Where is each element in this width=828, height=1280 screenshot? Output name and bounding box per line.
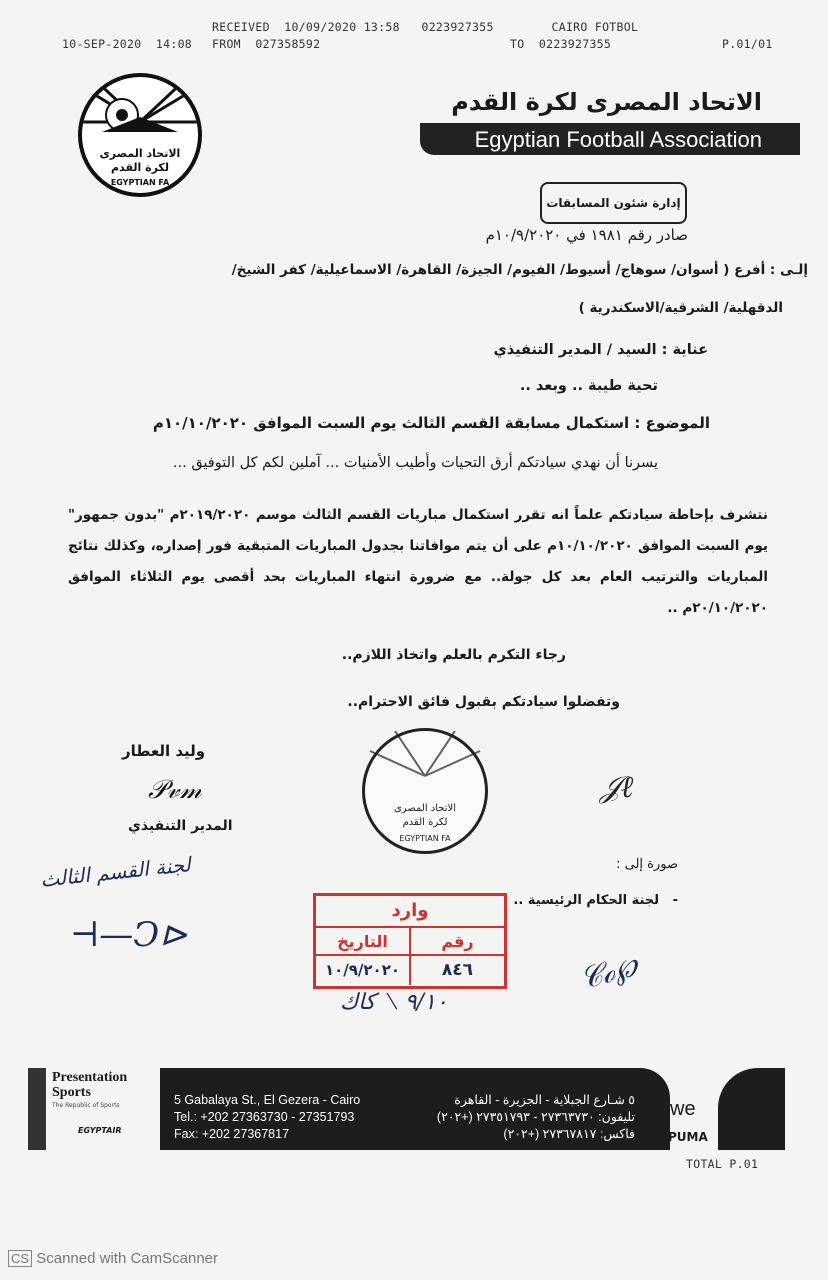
footer-left-strip [28, 1068, 46, 1150]
address-en: 5 Gabalaya St., El Gezera - Cairo [174, 1093, 361, 1107]
department-box: إدارة شئون المسابقات [540, 182, 687, 224]
opening-line: يسرنا أن نهدي سيادتكم أرق التحيات وأطيب الأمنيات ... آملين لكم كل التوفيق ... [172, 455, 658, 471]
recipients-line2: الدقهلية/ الشرقية/الاسكندرية ) [578, 300, 783, 316]
stamp-number: ٨٤٦ [409, 956, 504, 985]
handwritten-signature-right: 𝒞ℴ℘ [576, 948, 642, 997]
request-line: رجاء التكرم بالعلم واتخاذ اللازم.. [341, 647, 566, 663]
sponsor-presentation-sub: The Republic of Sports [52, 1102, 120, 1109]
fax-to: TO 0223927355 [510, 37, 612, 51]
stamp-date-label: التاريخ [337, 932, 388, 951]
efa-logo [78, 73, 202, 197]
copies-label: صورة إلى : [616, 857, 678, 872]
svg-text:الاتحاد المصرى: الاتحاد المصرى [99, 147, 181, 160]
handwritten-note: لجنة القسم الثالث [39, 852, 192, 892]
signatory-title: المدير التنفيذي [128, 818, 233, 834]
sponsor-we: we [670, 1098, 696, 1120]
greeting: تحية طيبة .. وبعد .. [519, 378, 658, 394]
handwritten-initials: ٩/١٠ ⟋ كاك [340, 990, 448, 1015]
fax-date: 10-SEP-2020 14:08 [62, 37, 193, 51]
footer-contact-bar [160, 1068, 670, 1150]
tel-ar: تليفون: ٢٧٣٦٣٧٣٠ - ٢٧٣٥١٧٩٣ (+٢٠٢) [436, 1110, 635, 1124]
footer-right-shape [718, 1068, 785, 1150]
stamp-title: وارد [391, 900, 429, 921]
camscanner-watermark [8, 1250, 218, 1267]
signature: 𝒫𝓋𝓂 [148, 775, 202, 805]
fax-received-line: RECEIVED 10/09/2020 13:58 0223927355 CAIRO FOTBOL [212, 20, 639, 34]
address-ar: ٥ شـارع الجبلاية - الجزيرة - القاهرة [454, 1093, 635, 1107]
svg-text:EGYPTIAN FA: EGYPTIAN FA [399, 834, 451, 843]
attention-line: عناية : السيد / المدير التنفيذي [493, 342, 708, 358]
svg-text:الاتحاد المصرى: الاتحاد المصرى [393, 803, 457, 814]
camscanner-text: Scanned with CamScanner [36, 1250, 218, 1267]
letterhead-title-ar: الاتحاد المصرى لكرة القدم [451, 88, 762, 116]
main-paragraph: نتشرف بإحاطة سيادتكم علماً انه تقرر استكمال مباريات القسم الثالث موسم ٢٠١٩/٢٠٢٠م "بدون جمهور" يوم السبت الموافق ١٠/١٠/٢٠٢٠م على أن يتم موافاتنا بجدول المباريات المتبقية فور إصداره، وكذلك نتائج المباريات والترتيب العام بعد كل جولة.. مع ضرورة انتهاء المباريات بحد أقصى يوم الثلاثاء الموافق ٢٠/١٠/٢٠٢٠م .. [68, 507, 768, 616]
official-seal [362, 728, 488, 854]
tel-en: Tel.: +202 27363730 - 27351793 [174, 1110, 355, 1124]
letterhead-footer [28, 1068, 785, 1150]
svg-text:لكرة القدم: لكرة القدم [402, 817, 448, 828]
subject-line: الموضوع : استكمال مسابقة القسم الثالث يوم السبت الموافق ١٠/١٠/٢٠٢٠م [152, 414, 710, 432]
camscanner-badge: CS [8, 1250, 32, 1267]
stamp-number-label: رقم [409, 928, 504, 956]
issued-number: صادر رقم ١٩٨١ في ١٠/٩/٢٠٢٠م [485, 226, 688, 244]
fax-ar: فاكس: ٢٧٣٦٧٨١٧ (+٢٠٢) [503, 1127, 635, 1141]
closing-line: وتفضلوا سيادتكم بقبول فائق الاحترام.. [347, 694, 620, 710]
copies-item: - لجنة الحكام الرئيسية .. [513, 893, 678, 908]
sponsor-egyptair: EGYPTAIR [78, 1126, 122, 1135]
fax-page: P.01/01 [722, 37, 773, 51]
sponsor-puma: PUMA [668, 1130, 708, 1144]
recipients-line1: إلـى : أفرع ( أسوان/ سوهاج/ أسيوط/ الفيوم/ الجيزة/ القاهرة/ الاسماعيلية/ كفر الشيخ/ [231, 262, 808, 278]
copies-item-text: لجنة الحكام الرئيسية .. [513, 893, 660, 908]
handwritten-signature-left: ⊣—Ↄ⊳ [70, 915, 188, 955]
letterhead-bar [420, 123, 800, 155]
fax-from: FROM 027358592 [212, 37, 321, 51]
fax-en: Fax: +202 27367817 [174, 1127, 290, 1141]
sponsor-presentation: Presentation Sports [52, 1070, 128, 1100]
svg-text:لكرة القدم: لكرة القدم [111, 161, 169, 174]
stamp-date: ١٠/٩/٢٠٢٠ [324, 961, 401, 979]
svg-text:EGYPTIAN FA: EGYPTIAN FA [110, 178, 170, 187]
fax-total-pages: TOTAL P.01 [686, 1157, 759, 1171]
incoming-stamp [313, 893, 507, 989]
signatory-name: وليد العطار [122, 742, 206, 760]
letterhead-title-en: Egyptian Football Association [474, 127, 762, 152]
seal-signature: 𝒥ℓ [600, 770, 634, 805]
